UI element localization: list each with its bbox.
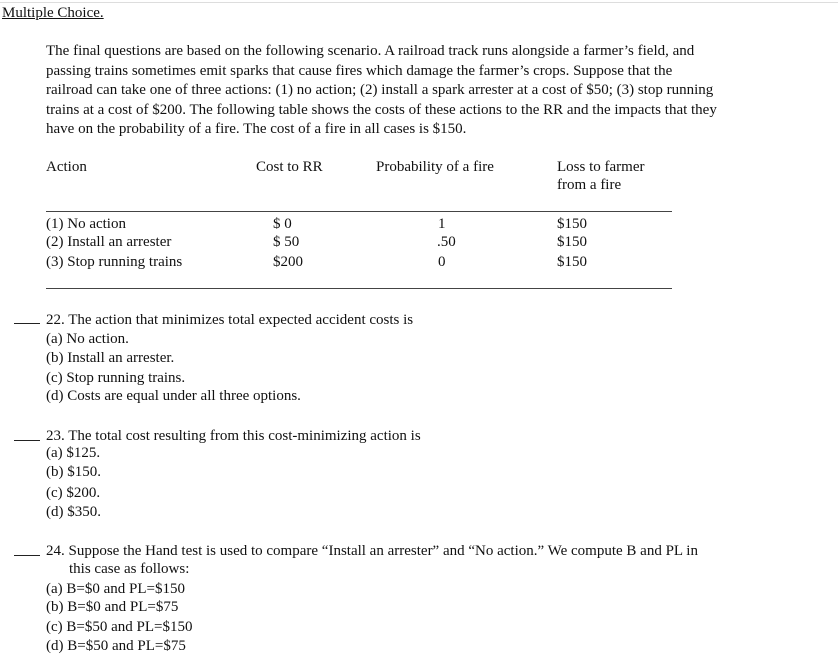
cell-cost: $ 0 (273, 216, 292, 232)
question-stem: 24. Suppose the Hand test is used to compare “Install an arrester” and “No action.” We compute B and PL in (46, 543, 698, 559)
answer-blank[interactable] (14, 323, 40, 324)
cell-cost: $200 (273, 254, 303, 270)
header-action: Action (46, 159, 87, 175)
cell-loss: $150 (557, 216, 587, 232)
option-b: (b) $150. (46, 464, 101, 480)
cell-action: (2) Install an arrester (46, 234, 172, 250)
answer-blank[interactable] (14, 555, 40, 556)
cell-probability: .50 (437, 234, 456, 250)
header-probability: Probability of a fire (376, 159, 494, 175)
option-d: (d) B=$50 and PL=$75 (46, 638, 186, 654)
question-stem: 23. The total cost resulting from this cost-minimizing action is (46, 428, 421, 444)
scenario-line: have on the probability of a fire. The cost of a fire in all cases is $150. (46, 121, 467, 137)
option-a: (a) No action. (46, 331, 129, 347)
option-d: (d) Costs are equal under all three options. (46, 388, 301, 404)
question-stem: 22. The action that minimizes total expected accident costs is (46, 312, 414, 328)
table-bottom-rule (46, 288, 672, 289)
option-a: (a) $125. (46, 445, 101, 461)
option-c: (c) Stop running trains. (46, 370, 186, 386)
cell-action: (1) No action (46, 216, 126, 232)
answer-blank[interactable] (14, 440, 40, 441)
table-top-rule (46, 211, 672, 212)
cell-probability: 1 (438, 216, 446, 232)
header-loss-line2: from a fire (557, 177, 622, 193)
scenario-line: passing trains sometimes emit sparks that cause fires which damage the farmer’s crops. Suppose that the (46, 62, 673, 79)
cell-action: (3) Stop running trains (46, 254, 183, 270)
page-top-border (0, 2, 838, 3)
cell-loss: $150 (557, 254, 587, 270)
header-loss: Loss to farmer (557, 159, 645, 175)
cell-cost: $ 50 (273, 234, 300, 250)
option-b: (b) B=$0 and PL=$75 (46, 599, 179, 615)
option-d: (d) $350. (46, 504, 101, 520)
option-b: (b) Install an arrester. (46, 350, 175, 366)
header-cost: Cost to RR (256, 159, 323, 175)
scenario-paragraph (46, 42, 806, 140)
option-c: (c) $200. (46, 485, 101, 501)
cell-probability: 0 (438, 254, 446, 270)
scenario-line: trains at a cost of $200. The following table shows the costs of these actions to the RR and the impacts that they (46, 101, 717, 118)
option-a: (a) B=$0 and PL=$150 (46, 581, 185, 597)
question-stem-line2: this case as follows: (69, 561, 190, 577)
option-c: (c) B=$50 and PL=$150 (46, 619, 193, 635)
cell-loss: $150 (557, 234, 587, 250)
scenario-line: railroad can take one of three actions: (1) no action; (2) install a spark arrester at a cost of $50; (3) stop running (46, 82, 714, 98)
scenario-line: The final questions are based on the following scenario. A railroad track runs alongside a farmer’s field, and (46, 43, 695, 59)
section-heading: Multiple Choice. (2, 5, 104, 21)
